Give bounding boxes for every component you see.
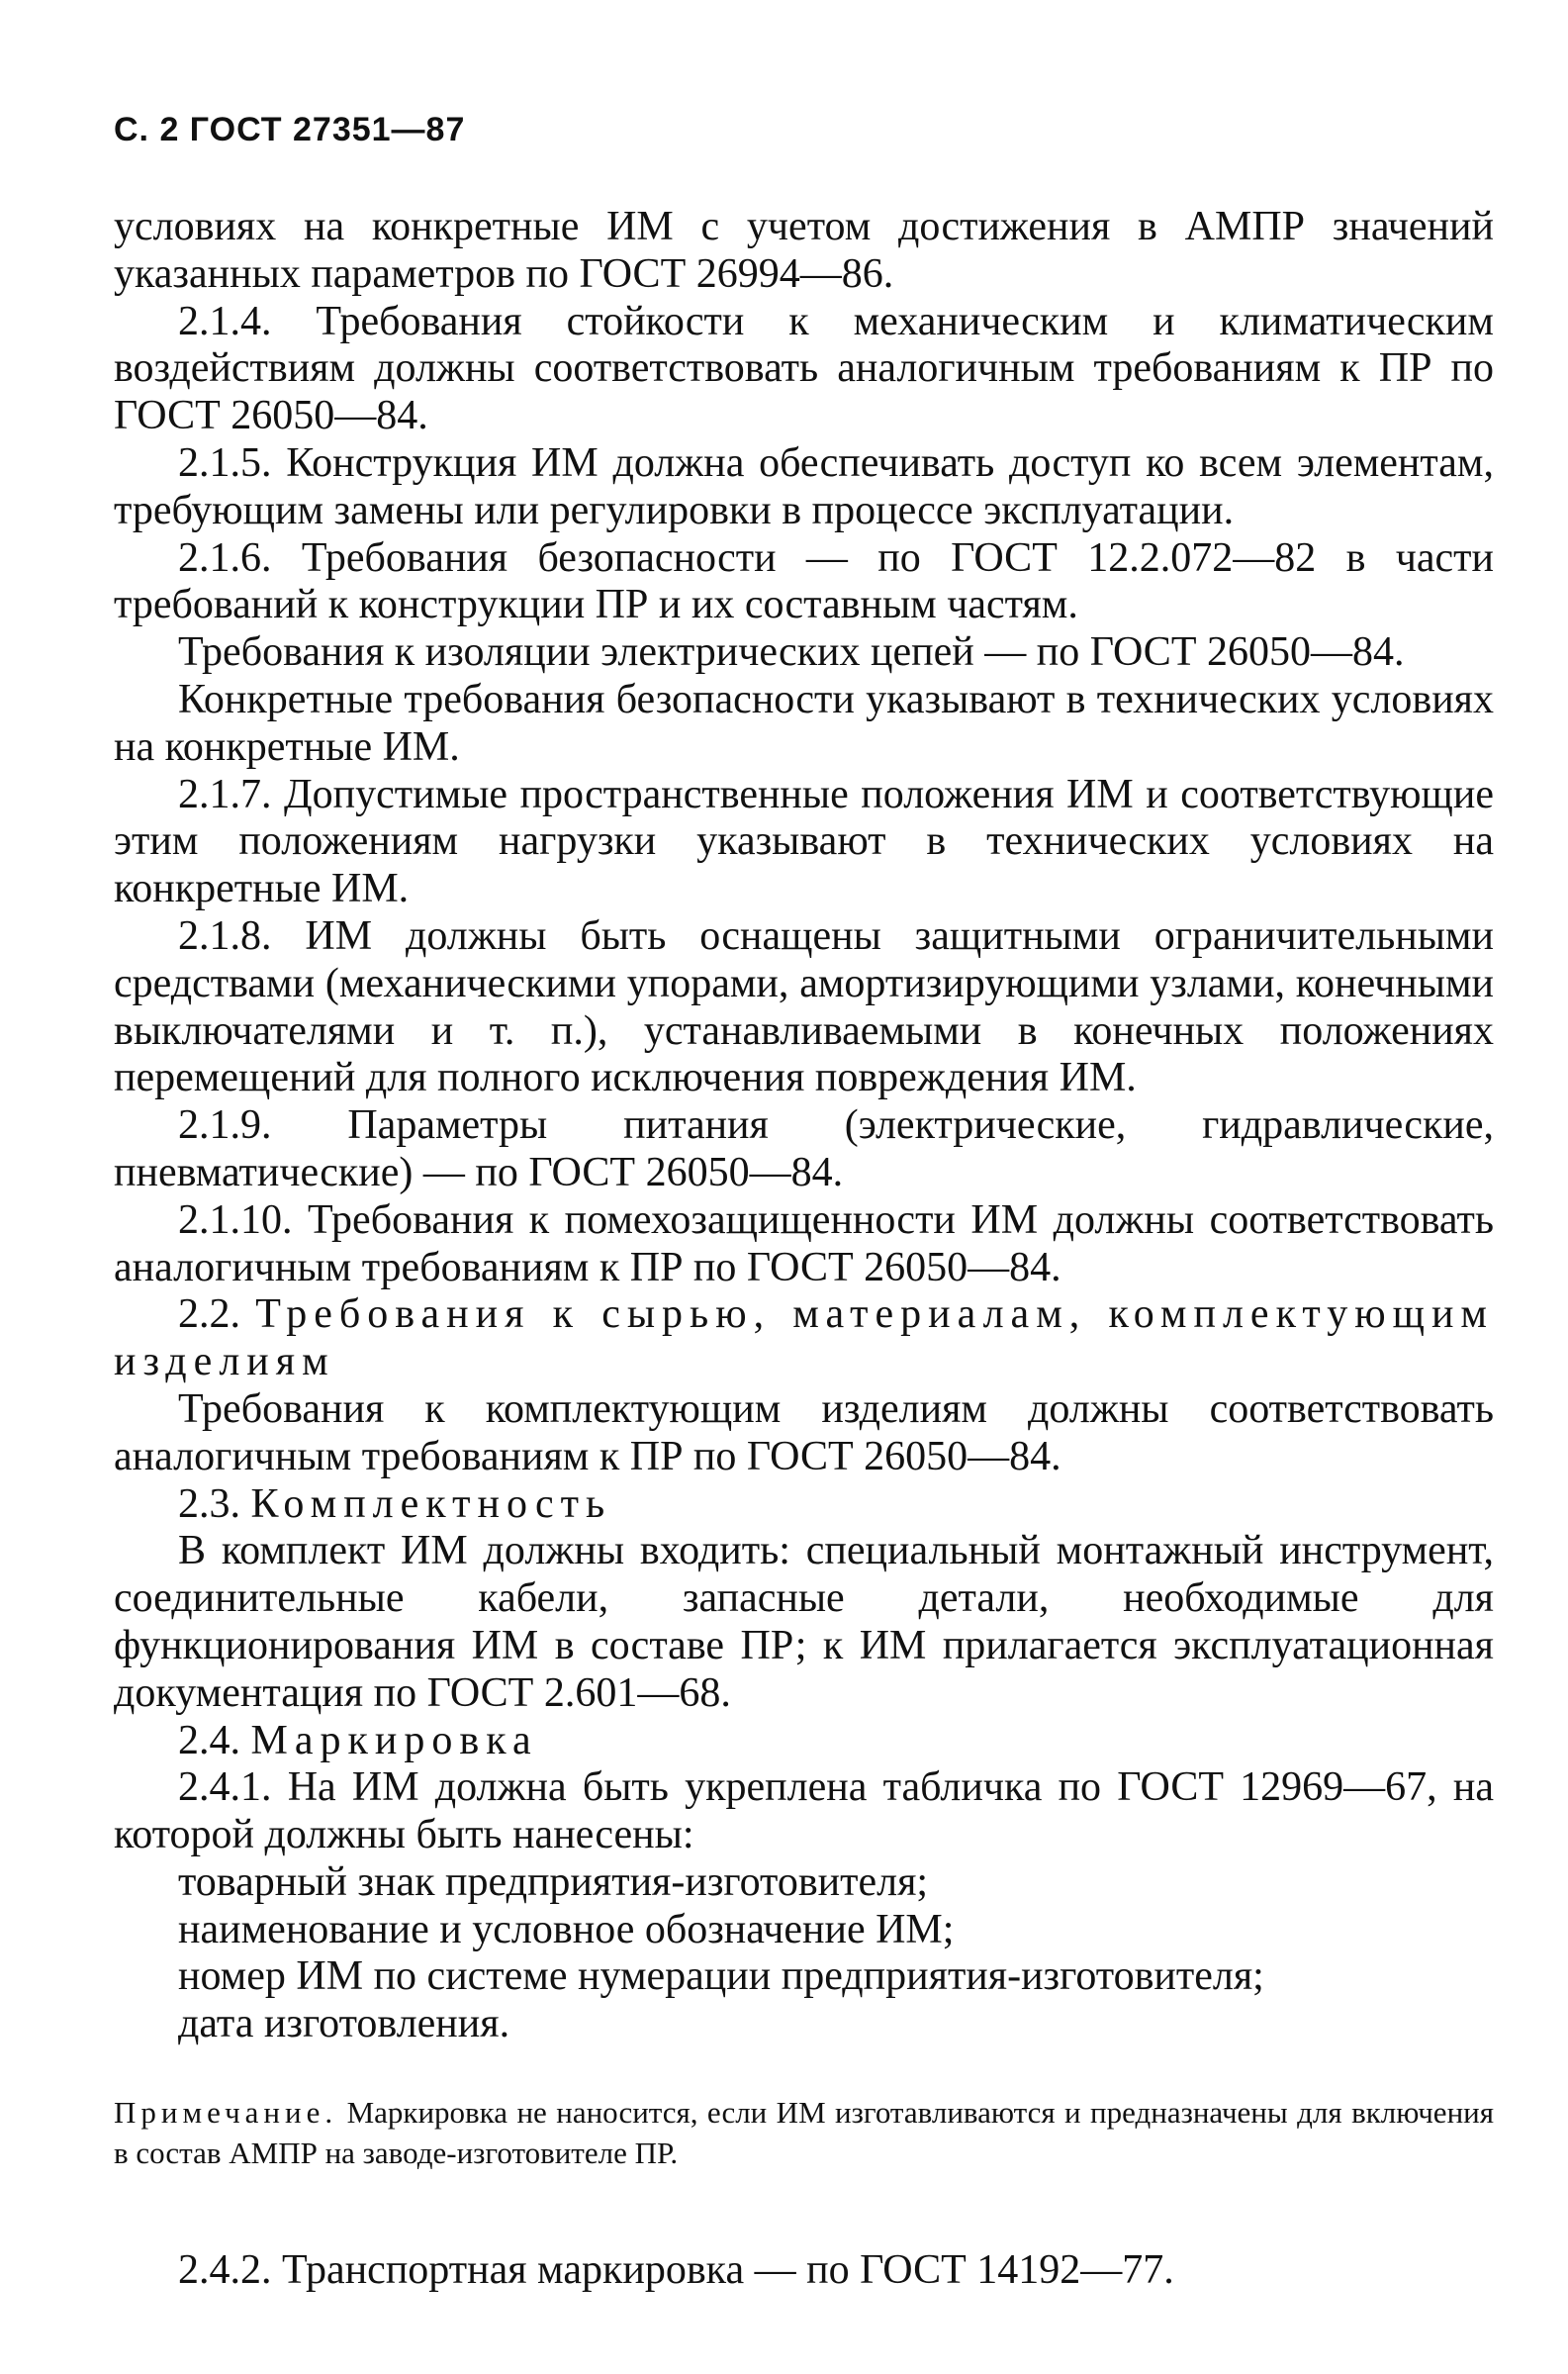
clause-2-1-6: 2.1.6. Требования безопасности — по ГОСТ 12.2.072—82 в части требований к конструкции ПР и их составным частям. — [114, 534, 1494, 628]
section-number: 2.4. — [178, 1717, 240, 1763]
section-2-2-heading — [114, 1291, 1494, 1386]
section-title: Комплектность — [250, 1480, 612, 1527]
note — [114, 2092, 1494, 2173]
clause-2-1-7: 2.1.7. Допустимые пространственные положения ИМ и соответствующие этим положениям нагрузки указывают в технических условиях на конкретные ИМ. — [114, 771, 1494, 912]
paragraph-2-2: Требования к комплектующим изделиям должны соответствовать аналогичным требованиям к ПР по ГОСТ 26050—84. — [114, 1385, 1494, 1479]
clause-2-1-5: 2.1.5. Конструкция ИМ должна обеспечивать доступ ко всем элементам, требующим замены или регулировки в процессе эксплуатации. — [114, 439, 1494, 533]
clause-2-4-1: 2.4.1. На ИМ должна быть укреплена табличка по ГОСТ 12969—67, на которой должны быть нанесены: — [114, 1764, 1494, 1858]
page-header: С. 2 ГОСТ 27351—87 — [114, 111, 466, 148]
section-number: 2.3. — [178, 1480, 240, 1527]
note-text: Маркировка не наносится, если ИМ изготавливаются и предназначены для включения в состав АМПР на заводе-изготовителе ПР. — [114, 2095, 1495, 2170]
clause-2-4-2: 2.4.2. Транспортная маркировка — по ГОСТ 14192—77. — [178, 2247, 1174, 2293]
clause-2-1-9: 2.1.9. Параметры питания (электрические, гидравлические, пневматические) — по ГОСТ 26050—84. — [114, 1102, 1494, 1195]
paragraph-continuation: условиях на конкретные ИМ с учетом достижения в АМПР значений указанных параметров по ГОСТ 26994—86. — [114, 204, 1494, 297]
section-number: 2.2. — [178, 1291, 240, 1338]
section-title: Маркировка — [250, 1717, 538, 1763]
section-title: Требования к сырью, материалам, комплектующим изделиям — [114, 1291, 1495, 1385]
body-text — [114, 204, 1494, 2048]
list-item: наименование и условное обозначение ИМ; — [178, 1906, 955, 1952]
list-item: дата изготовления. — [178, 2001, 510, 2047]
section-2-3-heading — [114, 1481, 1494, 1529]
clause-2-1-8: 2.1.8. ИМ должны быть оснащены защитными ограничительными средствами (механическими упорами, амортизирующими узлами, конечными выключателями и т. п.), устанавливаемыми в конечных положениях перемещений для полного исключения повреждения ИМ. — [114, 912, 1494, 1101]
note-label: Примечание. — [114, 2095, 338, 2130]
list-item: товарный знак предприятия-изготовителя; — [178, 1858, 929, 1905]
list-item: номер ИМ по системе нумерации предприятия-изготовителя; — [178, 1953, 1264, 2000]
paragraph-2-3: В комплект ИМ должны входить: специальный монтажный инструмент, соединительные кабели, запасные детали, необходимые для функционирования ИМ в составе ПР; к ИМ прилагается эксплуатационная документация по ГОСТ 2.601—68. — [114, 1528, 1494, 1716]
paragraph-specific-safety: Конкретные требования безопасности указывают в технических условиях на конкретные ИМ. — [114, 676, 1494, 770]
clause-2-1-4: 2.1.4. Требования стойкости к механическим и климатическим воздействиям должны соответствовать аналогичным требованиям к ПР по ГОСТ 26050—84. — [114, 298, 1494, 439]
clause-2-1-10: 2.1.10. Требования к помехозащищенности ИМ должны соответствовать аналогичным требованиям к ПР по ГОСТ 26050—84. — [114, 1196, 1494, 1290]
paragraph-insulation: Требования к изоляции электрических цепей — по ГОСТ 26050—84. — [178, 629, 1405, 676]
section-2-4-heading — [114, 1718, 1494, 1765]
